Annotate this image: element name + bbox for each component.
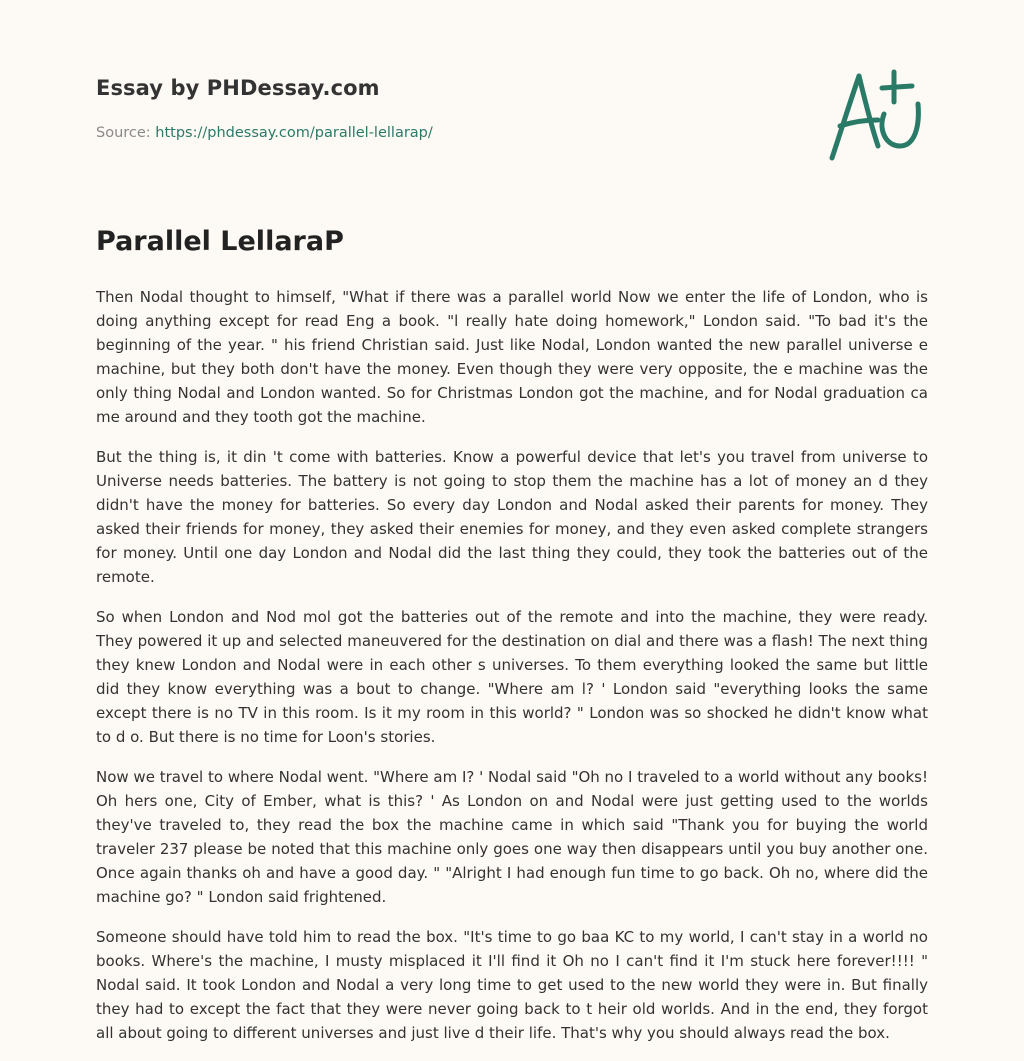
source-link[interactable]: https://phdessay.com/parallel-lellarap/	[155, 125, 433, 141]
a-plus-grade-icon	[826, 68, 926, 164]
header	[96, 74, 928, 174]
essay-body	[96, 285, 928, 1061]
paragraph: But the thing is, it din 't come with batteries. Know a powerful device that let's you travel from universe to Universe needs batteries. The battery is not going to stop them the machine has a lot of money an d they didn't have the money for batteries. So every day London and Nodal asked their parents for money. They asked their friends for money, they asked their enemies for money, and they even asked complete strangers for money. Until one day London and Nodal did the last thing they could, they took the batteries out of the remote.	[96, 448, 928, 586]
paragraph: Someone should have told him to read the box. "It's time to go baa KC to my world, I can't stay in a world no books. Where's the machine, I musty misplaced it I'll find it Oh no I can't find it I'm stuck here forever!!!! " Nodal said. It took London and Nodal a very long time to get used to the new world they were in. But finally they had to except the fact that they were never going back to t heir old worlds. And in the end, they forgot all about going to different universes and just live d their life. That's why you should always read the box.	[96, 928, 928, 1042]
essay-title: Parallel LellaraP	[96, 226, 344, 257]
paragraph: So when London and Nod mol got the batteries out of the remote and into the machine, they were ready. They powered it up and selected maneuvered for the destination on dial and there was a flash! The next thing they knew London and Nodal were in each other s universes. To them everything looked the same but little did they know everything was a bout to change. "Where am l? ' London said "everything looks the same except there is no TV in this room. Is it my room in this world? " London was so shocked he didn't know what to d o. But there is no time for Loon's stories.	[96, 608, 928, 746]
paragraph: Now we travel to where Nodal went. "Where am I? ' Nodal said "Oh no I traveled to a world without any books! Oh hers one, City of Ember, what is this? ' As London on and Nodal were just getting used to the worlds they've traveled to, they read the box the machine came in which said "Thank you for buying the world traveler 237 please be noted that this machine only goes one way then disappears until you buy another one. Once again thanks oh and have a good day. " "Alright I had enough fun time to go back. Oh no, where did the machine go? " London said frightened.	[96, 768, 928, 906]
paragraph: Then Nodal thought to himself, "What if there was a parallel world Now we enter the life of London, who is doing anything except for read Eng a book. "l really hate doing homework," London said. "To bad it's the beginning of the year. " his friend Christian said. Just like Nodal, London wanted the new parallel universe e machine, but they both don't have the money. Even though they were very opposite, the e machine was the only thing Nodal and London wanted. So for Christmas London got the machine, and for Nodal graduation ca me around and they tooth got the machine.	[96, 288, 928, 426]
site-title: Essay by PHDessay.com	[96, 76, 380, 100]
source-line	[96, 125, 433, 141]
source-label: Source:	[96, 125, 156, 141]
